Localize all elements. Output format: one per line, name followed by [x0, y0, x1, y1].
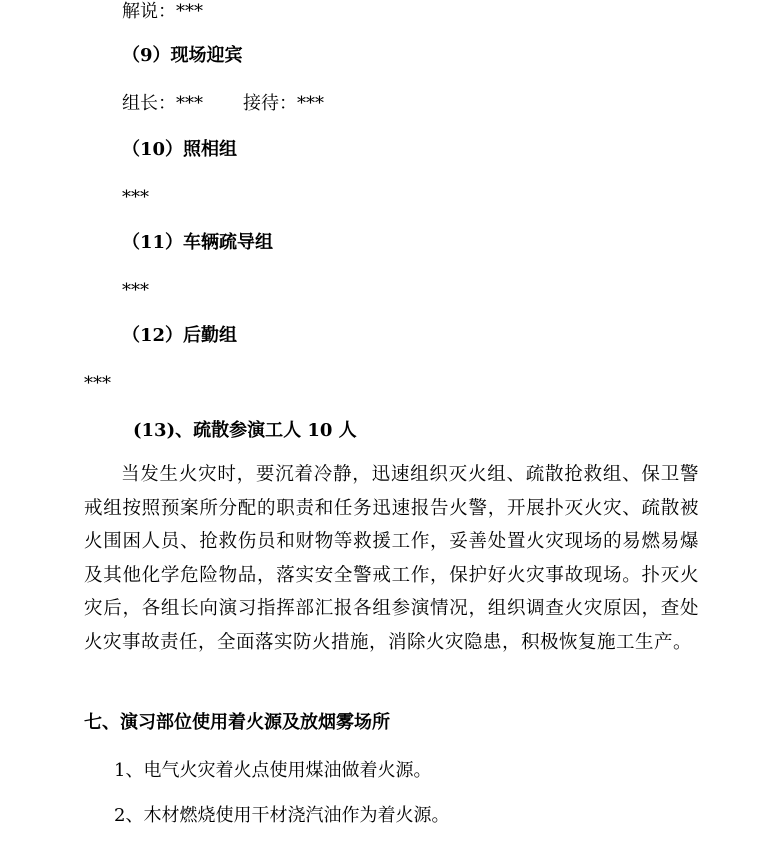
photo-group-members: ***	[122, 187, 149, 208]
reception-host: 接待：***	[243, 93, 324, 114]
vehicle-group-members: ***	[122, 280, 149, 301]
ignition-source-item-2: 2、木材燃烧使用干材浇汽油作为着火源。	[114, 805, 450, 826]
logistics-group-heading: （12）后勤组	[122, 325, 238, 346]
evacuation-workers-heading: (13)、疏散参演工人 10 人	[133, 420, 357, 441]
vehicle-group-heading: （11）车辆疏导组	[122, 232, 274, 253]
ignition-source-item-1: 1、电气火灾着火点使用煤油做着火源。	[114, 760, 432, 781]
reception-staff-line	[122, 92, 324, 116]
section-seven-heading: 七、演习部位使用着火源及放烟雾场所	[84, 712, 390, 733]
logistics-group-members: ***	[84, 373, 111, 394]
commentary-line: 解说：***	[122, 1, 203, 22]
reception-heading: （9）现场迎宾	[122, 45, 243, 66]
emergency-procedure-paragraph: 当发生火灾时，要沉着冷静，迅速组织灭火组、疏散抢救组、保卫警戒组按照预案所分配的职责和任务迅速报告火警，开展扑灭火灾、疏散被火围困人员、抢救伤员和财物等救援工作，妥善处置火灾现场的易燃易爆及其他化学危险物品，落实安全警戒工作，保护好火灾事故现场。扑灭火灾后，各组长向演习指挥部汇报各组参演情况，组织调查火灾原因，查处火灾事故责任，全面落实防火措施，消除火灾隐患，积极恢复施工生产。	[84, 464, 699, 653]
reception-leader: 组长：***	[122, 93, 203, 114]
photo-group-heading: （10）照相组	[122, 139, 238, 160]
